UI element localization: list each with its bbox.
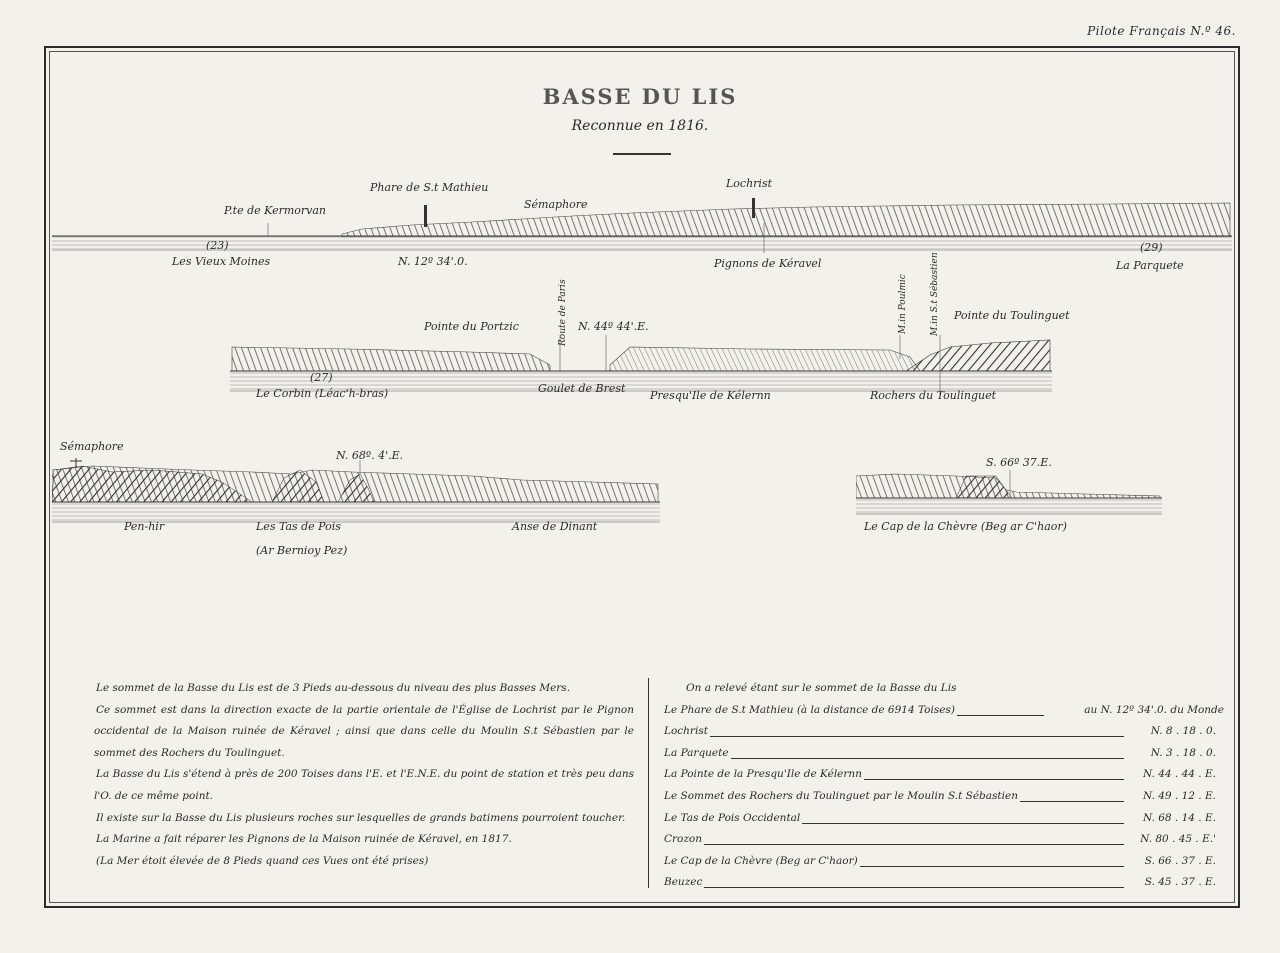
leader-rule bbox=[668, 887, 1124, 888]
note-paragraph: Ce sommet est dans la direction exacte de la partie orientale de l'Église de Lochrist par le Pignon occidental de la Maison ruinée de Kéravel ; ainsi que dans celle du Moulin S.t Sébastien par le sommet des Rochers du Toulinguet. bbox=[94, 703, 634, 759]
depth-23: (23) bbox=[206, 239, 229, 252]
label-moulin-st-sebastien: M.in S.t Sébastien bbox=[930, 252, 940, 336]
label-pignons-keravel: Pignons de Kéravel bbox=[714, 257, 822, 270]
label-tas-de-pois: Les Tas de Pois bbox=[256, 520, 341, 533]
leader-rule bbox=[668, 736, 1124, 737]
bearing-name: La Parquete bbox=[664, 743, 731, 765]
bearing-row bbox=[664, 872, 1224, 894]
label-kermorvan: P.te de Kermorvan bbox=[224, 204, 327, 217]
bearing-value: N. 44 . 44 . E. bbox=[1139, 764, 1216, 786]
bearing-name: Beuzec bbox=[664, 872, 704, 894]
bearing-name: Le Cap de la Chèvre (Beg ar C'haor) bbox=[664, 851, 860, 873]
notes-column bbox=[94, 678, 634, 872]
label-bearing-view4: S. 66º 37.E. bbox=[986, 456, 1052, 469]
bearing-name: Le Tas de Pois Occidental bbox=[664, 808, 802, 830]
label-moulin-poulmic: M.in Poulmic bbox=[898, 274, 908, 334]
bearing-value: N. 8 . 18 . 0. bbox=[1147, 721, 1216, 743]
plate-number: Pilote Français N.º 46. bbox=[1087, 24, 1236, 38]
bearing-value: S. 66 . 37 . E. bbox=[1141, 851, 1216, 873]
bearing-name: Le Sommet des Rochers du Toulinguet par le Moulin S.t Sébastien bbox=[664, 786, 1020, 808]
title-rule bbox=[613, 153, 671, 155]
bearing-value: N. 49 . 12 . E. bbox=[1139, 786, 1216, 808]
bearing-name: Lochrist bbox=[664, 721, 710, 743]
label-presquile-kelern: Presqu'Ile de Kélernn bbox=[650, 389, 771, 402]
label-semaphore-penhir: Sémaphore bbox=[60, 440, 124, 453]
label-phare-st-mathieu: Phare de S.t Mathieu bbox=[370, 181, 489, 194]
bearing-row bbox=[664, 786, 1224, 808]
label-vieux-moines: Les Vieux Moines bbox=[172, 255, 271, 268]
bearing-value: N. 3 . 18 . 0. bbox=[1147, 743, 1216, 765]
bearing-value: N. 68 . 14 . E. bbox=[1139, 808, 1216, 830]
bearing-row bbox=[664, 764, 1224, 786]
bearings-heading: On a relevé étant sur le sommet de la Basse du Lis bbox=[686, 682, 957, 694]
bearing-row bbox=[664, 829, 1224, 851]
bearing-name: La Pointe de la Presqu'Ile de Kélernn bbox=[664, 764, 864, 786]
bearings-table bbox=[664, 678, 1224, 894]
label-parquete: La Parquete bbox=[1116, 259, 1184, 272]
label-bearing-view3: N. 68º. 4'.E. bbox=[336, 449, 404, 462]
depth-27: (27) bbox=[310, 371, 333, 384]
label-toulinguet-point: Pointe du Toulinguet bbox=[954, 309, 1070, 322]
label-bearing-view1: N. 12º 34'.0. bbox=[398, 255, 468, 268]
label-route-de-paris: Route de Paris bbox=[558, 279, 568, 346]
label-rochers-toulinguet: Rochers du Toulinguet bbox=[870, 389, 997, 402]
label-cap-de-la-chevre: Le Cap de la Chèvre (Beg ar C'haor) bbox=[864, 520, 1067, 533]
note-paragraph: Le sommet de la Basse du Lis est de 3 Pieds au-dessous du niveau des plus Basses Mers. bbox=[96, 682, 571, 694]
plate-subtitle: Reconnue en 1816. bbox=[571, 118, 709, 134]
label-lochrist: Lochrist bbox=[726, 177, 773, 190]
leader-rule bbox=[668, 758, 1124, 759]
label-ar-bernioy-pez: (Ar Bernioy Pez) bbox=[256, 544, 348, 557]
note-paragraph: Il existe sur la Basse du Lis plusieurs roches sur lesquelles de grands batimens pourroient toucher. bbox=[96, 811, 626, 824]
bearing-row bbox=[664, 851, 1224, 873]
bearing-name: Crozon bbox=[664, 829, 704, 851]
note-paragraph: (La Mer étoit élevée de 8 Pieds quand ces Vues ont été prises) bbox=[96, 854, 429, 867]
bearing-value: au N. 12º 34'.0. du Monde bbox=[1080, 700, 1224, 722]
depth-29: (29) bbox=[1140, 241, 1163, 254]
bearing-value: N. 80 . 45 . E.' bbox=[1136, 829, 1216, 851]
label-goulet-de-brest: Goulet de Brest bbox=[538, 382, 626, 395]
label-bearing-view2: N. 44º 44'.E. bbox=[578, 320, 649, 333]
label-semaphore: Sémaphore bbox=[524, 198, 588, 211]
bearing-name: Le Phare de S.t Mathieu (à la distance de 6914 Toises) bbox=[664, 700, 957, 722]
bearing-row bbox=[664, 721, 1224, 743]
bearing-row bbox=[664, 700, 1224, 722]
column-divider bbox=[648, 678, 649, 888]
label-le-corbin: Le Corbin (Léac'h-bras) bbox=[256, 387, 389, 400]
bearing-row bbox=[664, 808, 1224, 830]
plate-title: BASSE DU LIS bbox=[542, 84, 738, 109]
label-penhir: Pen-hir bbox=[124, 520, 165, 533]
note-paragraph: La Basse du Lis s'étend à près de 200 Toises dans l'E. et l'E.N.E. du point de station et très peu dans l'O. de ce même point. bbox=[94, 768, 634, 802]
bearing-value: S. 45 . 37 . E. bbox=[1141, 872, 1216, 894]
bearing-row bbox=[664, 743, 1224, 765]
coastal-view-2 bbox=[230, 335, 1052, 395]
note-paragraph: La Marine a fait réparer les Pignons de la Maison ruinée de Kéravel, en 1817. bbox=[96, 833, 512, 846]
label-portzic: Pointe du Portzic bbox=[424, 320, 519, 333]
leader-rule bbox=[668, 844, 1124, 845]
label-anse-de-dinant: Anse de Dinant bbox=[512, 520, 598, 533]
